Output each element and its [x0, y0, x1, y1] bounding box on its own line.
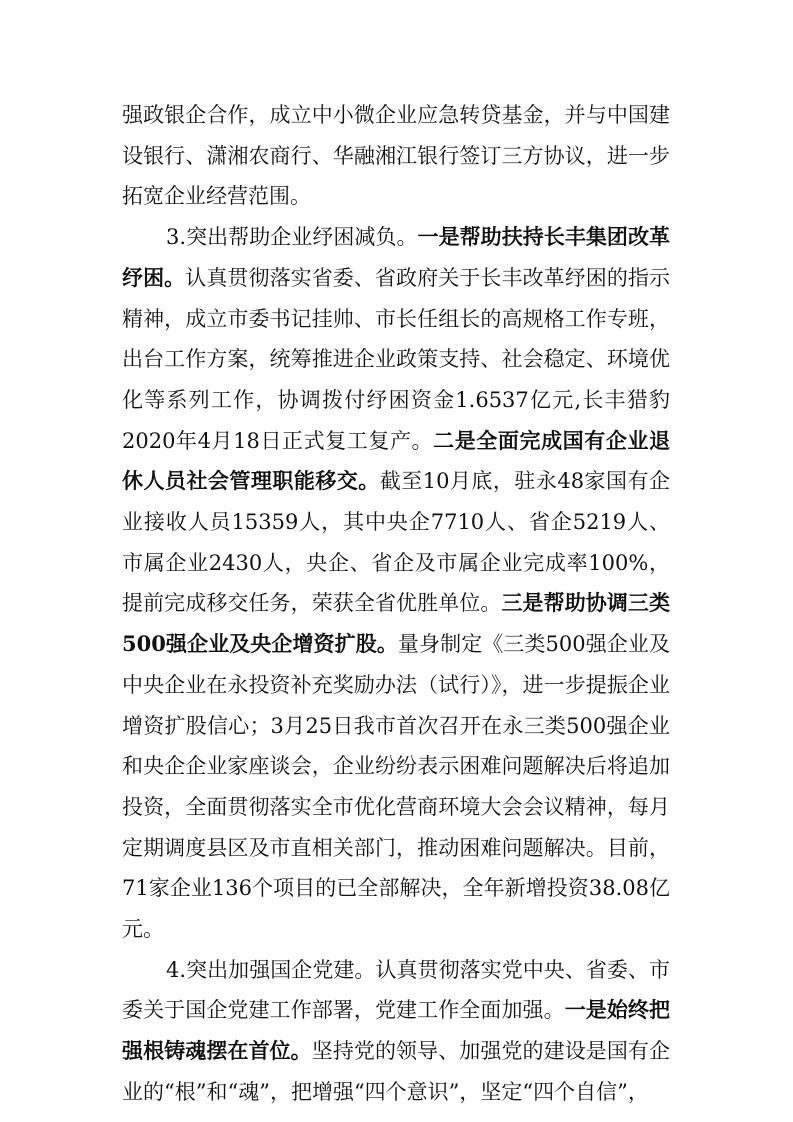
- paragraph-text: 坚持党的领导、加强党的建设是国有企业的“根”和“魂”，把增强“四个意识”，坚定“四个自信”，: [122, 1039, 671, 1104]
- bold-point-changfeng: 一是帮助扶持长丰集团改革纾困。: [122, 224, 671, 290]
- bold-point-root-soul: 一是始终把强根铸魂摆在首位。: [122, 997, 671, 1064]
- paragraph-text: 强政银企合作，成立中小微企业应急转贷基金，并与中国建设银行、潇湘农商行、华融湘江银行签订三方协议，进一步拓宽企业经营范围。: [122, 103, 670, 209]
- paragraph-text: 认真贯彻落实省委、省政府关于长丰改革纾困的指示精神，成立市委书记挂帅、市长任组长的高规格工作专班，出台工作方案，统筹推进企业政策支持、社会稳定、环境优化等系列工作，协调拨付纾困资金1.6537亿元,长丰猎豹2020年4月18日正式复工复产。: [122, 265, 671, 453]
- paragraph-relief: [122, 217, 670, 950]
- paragraph-text: 截至10月底，驻永48家国有企业接收人员15359人，其中央企7710人、省企5219人、市属企业2430人，央企、省企及市属企业完成率100%，提前完成移交任务，荣获全省优胜单位。: [122, 469, 670, 616]
- bold-point-500-enterprises: 三是帮助协调三类500强企业及央企增资扩股。: [122, 590, 671, 657]
- section-heading-3: 3.突出帮助企业纾困减负。: [166, 225, 418, 250]
- body-text: [122, 95, 670, 1113]
- paragraph-party-building: [122, 950, 670, 1113]
- paragraph-text: 量身制定《三类500强企业及中央企业在永投资补充奖励办法（试行）》，进一步提振企业增资扩股信心；3月25日我市首次召开在永三类500强企业和央企企业家座谈会，企业纷纷表示困难问题解决后将追加投资，全面贯彻落实全市优化营商环境大会会议精神，每月定期调度县区及市直相关部门，推动困难问题解决。目前，71家企业136个项目的已全部解决，全年新增投资38.08亿元。: [122, 632, 670, 942]
- section-heading-4: 4.突出加强国企党建。认真贯彻落实党中央、省委、市委关于国企党建工作部署，党建工作全面加强。: [122, 957, 670, 1023]
- paragraph-bank-cooperation: [122, 95, 670, 217]
- bold-point-retirees: 二是全面完成国有企业退休人员社会管理职能移交。: [122, 427, 670, 494]
